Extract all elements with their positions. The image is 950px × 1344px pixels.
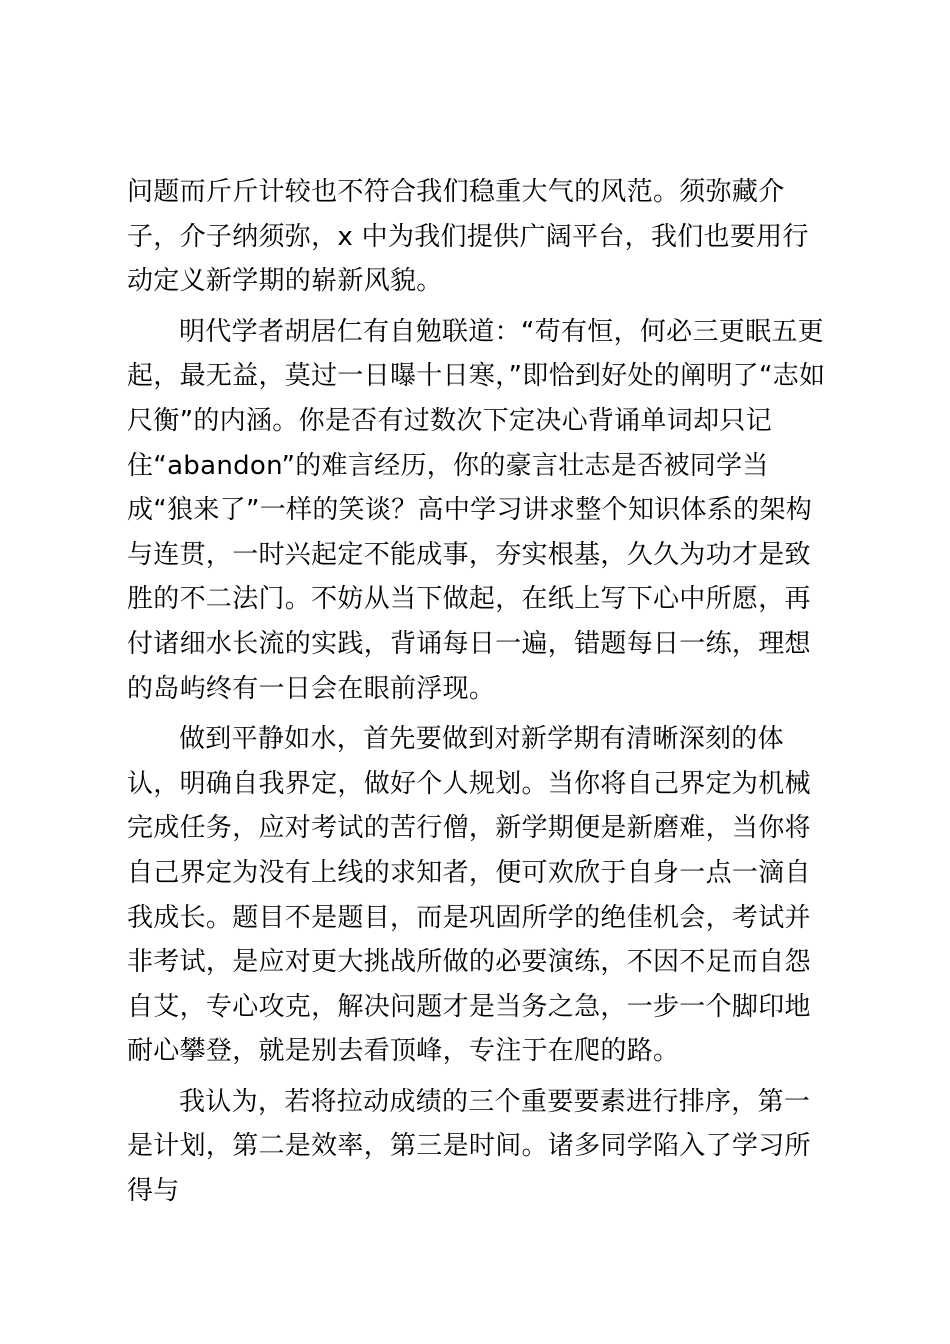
paragraph-1: 问题而斤斤计较也不符合我们稳重大气的风范。须弥藏介子，介子纳须弥，x 中为我们提供广阔平台，我们也要用行动定义新学期的崭新风貌。: [127, 177, 809, 297]
document-body: [127, 170, 827, 1214]
paragraph-4: 我认为，若将拉动成绩的三个重要要素进行排序，第一是计划，第二是效率，第三是时间。诸多同学陷入了学习所得与: [127, 1086, 811, 1207]
paragraph-2: 明代学者胡居仁有自勉联道：“苟有恒，何必三更眠五更起，最无益，莫过一日曝十日寒，”即恰到好处的阐明了“志如尺衡”的内涵。你是否有过数次下定决心背诵单词却只记住“abandon”的难言经历，你的豪言壮志是否被同学当成“狼来了”一样的笑谈？高中学习讲求整个知识体系的架构与连贯，一时兴起定不能成事，夯实根基，久久为功才是致胜的不二法门。不妨从当下做起，在纸上写下心中所愿，再付诸细水长流的实践，背诵每日一遍，错题每日一练，理想的岛屿终有一日会在眼前浮现。: [127, 316, 826, 704]
paragraph-3: 做到平静如水，首先要做到对新学期有清晰深刻的体认，明确自我界定，做好个人规划。当你将自己界定为机械完成任务，应对考试的苦行僧，新学期便是新磨难，当你将自己界定为没有上线的求知者，便可欢欣于自身一点一滴自我成长。题目不是题目，而是巩固所学的绝佳机会，考试并非考试，是应对更大挑战所做的必要演练，不因不足而自怨自艾，专心攻克，解决问题才是当务之急，一步一个脚印地耐心攀登，就是别去看顶峰，专注于在爬的路。: [127, 724, 811, 1067]
